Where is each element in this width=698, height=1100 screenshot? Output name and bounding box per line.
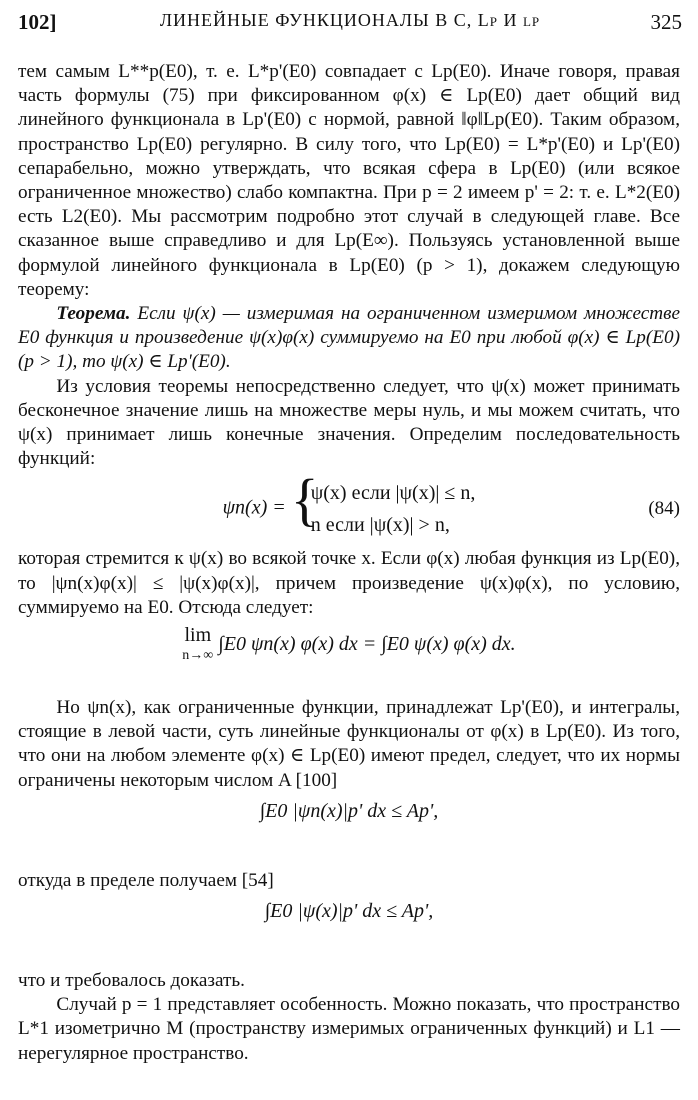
equation-84 — [18, 467, 680, 541]
limit-operator — [182, 626, 213, 665]
paragraph-case-p1: Случай p = 1 представляет особенность. Можно показать, что пространство L*1 изометрично M (пространству измеримых ограниченных функций) и L1 — нерегулярное пространство. — [18, 994, 680, 1064]
equation-84-case-2: n если |ψ(x)| > n, — [310, 514, 450, 537]
equation-bound-1 — [18, 799, 680, 863]
equation-limit-body — [18, 626, 680, 665]
theorem-statement: Если ψ(x) — измеримая на ограниченном измеримом множестве E0 функция и произведение ψ(x)φ(x) суммируемо на E0 при любой φ(x) ∈ Lp(E0) (p > 1), то ψ(x) ∈ Lp'(E0). — [18, 303, 680, 373]
paragraph-regularity: тем самым L**p(E0), т. е. L*p'(E0) совпадает с Lp(E0). Иначе говоря, правая часть формулы (75) при фиксированном φ(x) ∈ Lp(E0) дает общий вид линейного функционала в Lp'(E0) с нормой, равной ‖φ‖Lp(E0). Таким образом, пространство Lp(E0) регулярно. В силу того, что Lp(E0) = L*p'(E0) и Lp'(E0) сепарабельно, можно утверждать, что всякая сфера в Lp(E0) (или всякое ограниченное множество) слабо компактна. При p = 2 имеем p' = 2: т. е. L*2(E0) есть L2(E0). Мы рассмотрим подробно этот случай в следующей главе. Все сказанное выше справедливо и для Lp(E∞). Пользуясь установленной выше формулой линейного функционала в Lp(E0) (p > 1), докажем следующую теорему: — [18, 61, 680, 300]
equation-84-number: (84) — [648, 498, 680, 520]
equation-84-lhs: ψn(x) = — [222, 497, 286, 520]
equation-84-cases — [290, 467, 476, 541]
page-number: 325 — [650, 10, 682, 34]
limit-label: lim — [184, 624, 212, 647]
equation-84-body — [18, 467, 680, 541]
page-body — [18, 60, 680, 1066]
running-header — [18, 10, 682, 40]
paragraph-norms: Но ψn(x), как ограниченные функции, принадлежат Lp'(E0), и интегралы, стоящие в левой части, суть линейные функционалы от φ(x) в Lp(E0). Из того, что они на любом элементе φ(x) ∈ Lp(E0) имеют предел, следует, что их нормы ограничены некоторым числом A [100] — [18, 697, 680, 791]
theorem — [18, 302, 680, 375]
equation-bound-1-body: ∫E0 |ψn(x)|p' dx ≤ Ap', — [259, 799, 439, 822]
paragraph-proof-start: Из условия теоремы непосредственно следует, что ψ(x) может принимать бесконечное значение лишь на множестве меры нуль, и мы можем считать, что ψ(x) принимает лишь конечные значения. Определим последовательность функций: — [18, 375, 680, 470]
equation-bound-2-body: ∫E0 |ψ(x)|p' dx ≤ Ap', — [264, 900, 434, 923]
left-brace-icon: { — [290, 467, 319, 533]
equation-84-case-1: ψ(x) если |ψ(x)| ≤ n, — [310, 482, 476, 505]
paragraph-qed: что и требовалось доказать. — [18, 970, 245, 992]
equation-limit-expression: ∫E0 ψn(x) φ(x) dx = ∫E0 ψ(x) φ(x) dx. — [218, 633, 516, 656]
theorem-label: Теорема. — [56, 303, 131, 325]
paragraph-convergence: которая стремится к ψ(x) во всякой точке x. Если φ(x) любая функция из Lp(E0), то |ψn(x)φ(x)| ≤ |ψ(x)φ(x)|, причем произведение ψ(x)φ(x), по условию, суммируемо на E0. Отсюда следует: — [18, 548, 680, 618]
paragraph-limit-pass: откуда в пределе получаем [54] — [18, 869, 274, 891]
equation-limit — [18, 626, 680, 690]
equation-bound-2 — [18, 899, 680, 963]
section-number: 102] — [18, 10, 57, 34]
limit-subscript: n→∞ — [182, 648, 214, 664]
running-title: ЛИНЕЙНЫЕ ФУНКЦИОНАЛЫ В C, Lp И lp — [159, 10, 541, 30]
